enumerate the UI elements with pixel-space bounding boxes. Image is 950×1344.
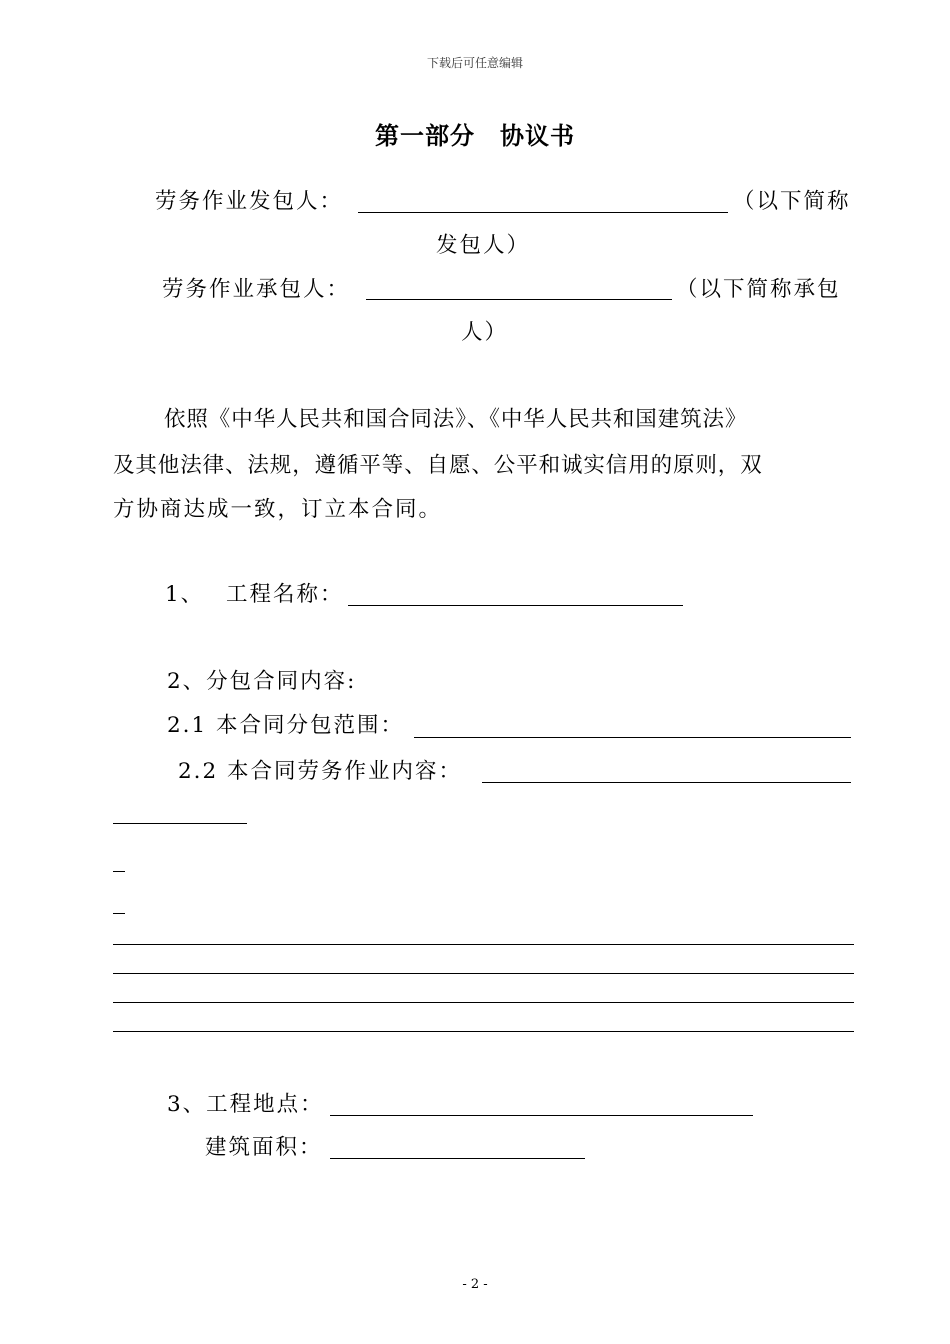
- preamble-line-1: 依照《中华人民共和国合同法》、《中华人民共和国建筑法》: [164, 407, 748, 432]
- labor-content-line-4[interactable]: [113, 944, 854, 945]
- project-name-field[interactable]: [348, 605, 683, 606]
- section-3-area-label: 建筑面积：: [205, 1135, 323, 1160]
- labor-content-field[interactable]: [482, 782, 851, 783]
- contractor-label: 劳务作业承包人：: [162, 277, 351, 302]
- labor-content-line-5[interactable]: [113, 973, 854, 974]
- header-note: 下载后可任意编辑: [426, 56, 523, 70]
- contractor-name-field[interactable]: [366, 299, 672, 300]
- labor-content-line-6[interactable]: [113, 1002, 854, 1003]
- building-area-field[interactable]: [330, 1158, 585, 1159]
- employer-suffix-cont: 发包人）: [436, 233, 531, 258]
- document-title: 第一部分 协议书: [375, 121, 575, 150]
- contractor-suffix: （以下简称承包: [676, 277, 841, 302]
- labor-content-continuation-2[interactable]: [113, 871, 125, 872]
- section-2-2-label: 2.2 本合同劳务作业内容：: [178, 759, 463, 784]
- section-1-label: 工程名称：: [226, 582, 344, 607]
- section-2-heading: 2、分包合同内容:: [167, 669, 357, 694]
- contractor-suffix-cont: 人）: [461, 320, 509, 345]
- labor-content-continuation-1[interactable]: [113, 823, 247, 824]
- preamble-line-3: 方协商达成一致，订立本合同。: [113, 497, 443, 522]
- page-number: - 2 -: [462, 1277, 488, 1292]
- employer-label: 劳务作业发包人：: [155, 189, 344, 214]
- preamble-line-2: 及其他法律、法规，遵循平等、自愿、公平和诚实信用的原则，双: [113, 453, 763, 478]
- employer-name-field[interactable]: [358, 212, 728, 213]
- project-location-field[interactable]: [330, 1115, 753, 1116]
- labor-content-line-7[interactable]: [113, 1031, 854, 1032]
- subcontract-scope-field[interactable]: [414, 737, 851, 738]
- section-1-number: 1、: [165, 582, 205, 607]
- employer-suffix: （以下简称: [733, 189, 851, 214]
- labor-content-continuation-3[interactable]: [113, 913, 125, 914]
- section-2-1-label: 2.1 本合同分包范围：: [167, 713, 405, 738]
- section-3-location-label: 3、工程地点：: [167, 1092, 324, 1117]
